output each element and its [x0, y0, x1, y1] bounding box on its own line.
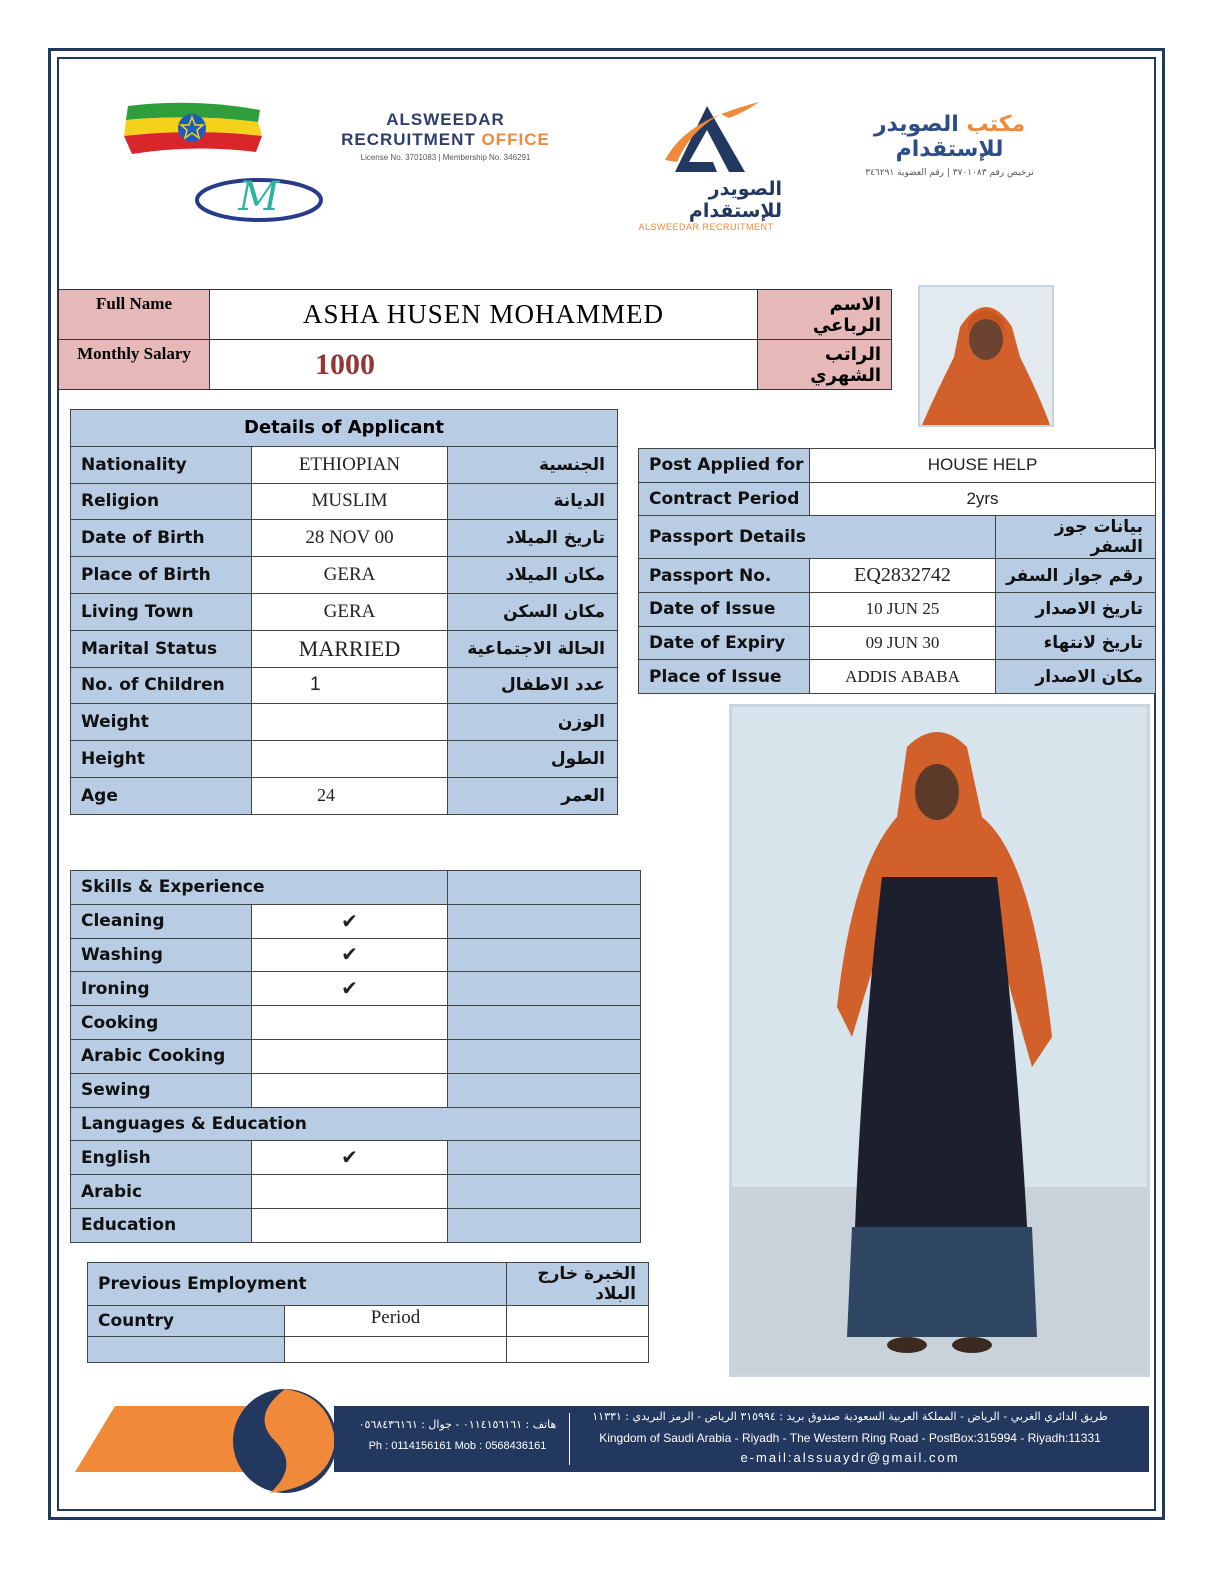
skill-extra — [448, 904, 641, 938]
issue-date-label-ar: تاريخ الاصدار — [996, 593, 1156, 627]
details-row — [71, 667, 618, 704]
nationality-label-ar: الجنسية — [448, 446, 618, 483]
contract-value: 2yrs — [810, 482, 1156, 516]
religion-label-ar: الديانة — [448, 483, 618, 520]
expiry-date-value: 09 JUN 30 — [810, 626, 996, 660]
full-name-label: Full Name — [59, 290, 210, 340]
details-row — [71, 446, 618, 483]
passport-no-label-ar: رقم جواز السفر — [996, 559, 1156, 593]
company-name-recruitment: RECRUITMENT — [341, 130, 482, 149]
skill-extra — [448, 1039, 641, 1073]
skills-title: Skills & Experience — [71, 871, 448, 905]
company-logo-en — [333, 110, 558, 162]
language-label: Education — [71, 1208, 252, 1242]
footer-address-ar: طريق الدائري الغربي - الرياض - المملكة العربية السعودية صندوق بريد : ٣١٥٩٩٤ الرياض - الرمز البريدي : ١١٣٣١ — [592, 1410, 1108, 1423]
dob-label-ar: تاريخ الميلاد — [448, 520, 618, 557]
passport-row — [639, 660, 1156, 694]
living-town-label-ar: مكان السكن — [448, 593, 618, 630]
language-extra — [448, 1208, 641, 1242]
languages-title: Languages & Education — [71, 1107, 641, 1141]
skill-extra — [448, 972, 641, 1006]
skill-label: Cleaning — [71, 904, 252, 938]
salary-value: 1000 — [210, 340, 758, 390]
language-row — [71, 1208, 641, 1242]
footer-phone: Ph : 0114156161 Mob : 0568436161 — [368, 1440, 547, 1452]
dob-label: Date of Birth — [71, 520, 252, 557]
office-arabic-logo — [822, 112, 1077, 178]
expiry-date-label-ar: تاريخ لانتهاء — [996, 626, 1156, 660]
weight-label-ar: الوزن — [448, 704, 618, 741]
skill-label: Arabic Cooking — [71, 1039, 252, 1073]
nationality-value: ETHIOPIAN — [252, 446, 448, 483]
place-of-issue-label: Place of Issue — [639, 660, 810, 694]
place-of-issue-label-ar: مكان الاصدار — [996, 660, 1156, 694]
skill-label: Ironing — [71, 972, 252, 1006]
age-label-ar: العمر — [448, 777, 618, 814]
license-line: License No. 3701083 | Membership No. 346291 — [360, 153, 531, 162]
details-row — [71, 593, 618, 630]
living-town-label: Living Town — [71, 593, 252, 630]
skill-check: ✔ — [252, 972, 448, 1006]
skill-check — [252, 1073, 448, 1107]
details-row — [71, 704, 618, 741]
language-extra — [448, 1175, 641, 1209]
alswee-logo — [618, 100, 794, 232]
skill-row — [71, 1006, 641, 1040]
previous-employment-table — [87, 1262, 649, 1363]
post-passport-table — [638, 448, 1156, 694]
post-value: HOUSE HELP — [810, 449, 1156, 483]
issue-date-label: Date of Issue — [639, 593, 810, 627]
children-label-ar: عدد الاطفال — [448, 667, 618, 704]
height-label-ar: الطول — [448, 741, 618, 778]
previous-title-ar: الخبرة خارج البلاد — [507, 1263, 649, 1306]
place-of-birth-label: Place of Birth — [71, 557, 252, 594]
language-check — [252, 1175, 448, 1209]
ethiopia-flag-logo — [124, 100, 264, 158]
religion-label: Religion — [71, 483, 252, 520]
place-of-issue-value: ADDIS ABABA — [810, 660, 996, 694]
details-row — [71, 483, 618, 520]
period-value — [285, 1337, 507, 1363]
salary-label: Monthly Salary — [59, 340, 210, 390]
full-name-value: ASHA HUSEN MOHAMMED — [210, 290, 758, 340]
skill-row — [71, 1039, 641, 1073]
office-arabic-name: الصويدر للإستقدام — [873, 112, 1004, 162]
issue-date-value: 10 JUN 25 — [810, 593, 996, 627]
svg-text:M: M — [238, 174, 280, 220]
language-check — [252, 1208, 448, 1242]
place-of-birth-value: GERA — [252, 557, 448, 594]
skill-label: Cooking — [71, 1006, 252, 1040]
passport-no-label: Passport No. — [639, 559, 810, 593]
weight-label: Weight — [71, 704, 252, 741]
skill-check — [252, 1006, 448, 1040]
footer-phone-ar: هاتف : ٠١١٤١٥٦١٦١ - جوال : ٠٥٦٨٤٣٦١٦١ — [358, 1418, 557, 1431]
country-value — [88, 1337, 285, 1363]
previous-title: Previous Employment — [88, 1263, 507, 1306]
details-table — [70, 409, 618, 815]
language-check: ✔ — [252, 1141, 448, 1175]
footer-separator — [569, 1413, 570, 1465]
language-extra — [448, 1141, 641, 1175]
passport-row — [639, 559, 1156, 593]
details-row — [71, 741, 618, 778]
details-row — [71, 557, 618, 594]
details-row — [71, 520, 618, 557]
skill-check: ✔ — [252, 904, 448, 938]
skill-label: Sewing — [71, 1073, 252, 1107]
skill-extra — [448, 938, 641, 972]
living-town-value: GERA — [252, 593, 448, 630]
full-name-label-ar: الاسم الرباعي — [758, 290, 892, 340]
office-arabic-license: ترخيص رقم ٣٧٠١٠٨٣ | رقم العضوية ٣٤٦٢٩١ — [865, 168, 1034, 178]
age-value: 24 — [252, 777, 448, 814]
skills-title-extra — [448, 871, 641, 905]
religion-value: MUSLIM — [252, 483, 448, 520]
skill-extra — [448, 1073, 641, 1107]
details-row — [71, 630, 618, 667]
skill-row — [71, 938, 641, 972]
passport-header-ar: بيانات جوز السفر — [996, 516, 1156, 559]
children-value: 1 — [252, 667, 448, 704]
weight-value — [252, 704, 448, 741]
m-logo — [193, 170, 325, 224]
passport-header: Passport Details — [639, 516, 996, 559]
skills-table — [70, 870, 641, 1243]
language-label: English — [71, 1141, 252, 1175]
contract-label: Contract Period — [639, 482, 810, 516]
nationality-label: Nationality — [71, 446, 252, 483]
language-label: Arabic — [71, 1175, 252, 1209]
expiry-date-label: Date of Expiry — [639, 626, 810, 660]
salary-label-ar: الراتب الشهري — [758, 340, 892, 390]
details-title: Details of Applicant — [71, 410, 618, 447]
footer-address: Kingdom of Saudi Arabia - Riyadh - The Western Ring Road - PostBox:315994 - Riyadh:11331 — [599, 1431, 1101, 1445]
previous-extra — [507, 1306, 649, 1337]
passport-no-value: EQ2832742 — [810, 559, 996, 593]
language-row — [71, 1175, 641, 1209]
post-label: Post Applied for — [639, 449, 810, 483]
company-name-line2 — [333, 130, 558, 150]
name-salary-table — [58, 289, 892, 390]
marital-status-label: Marital Status — [71, 630, 252, 667]
applicant-photo-full — [729, 704, 1150, 1377]
dob-value: 28 NOV 00 — [252, 520, 448, 557]
skill-check — [252, 1039, 448, 1073]
office-arabic-maktab: مكتب — [958, 112, 1026, 137]
skill-check: ✔ — [252, 938, 448, 972]
previous-extra-value — [507, 1337, 649, 1363]
height-label: Height — [71, 741, 252, 778]
company-name-line1: ALSWEEDAR — [386, 110, 505, 129]
company-name-office: OFFICE — [481, 130, 550, 149]
place-of-birth-label-ar: مكان الميلاد — [448, 557, 618, 594]
applicant-photo-small — [918, 285, 1054, 427]
height-value — [252, 741, 448, 778]
logo-arabic-name: الصويدر للإستقدام — [688, 178, 782, 222]
passport-row — [639, 593, 1156, 627]
passport-row — [639, 626, 1156, 660]
skill-extra — [448, 1006, 641, 1040]
period-label: Period — [285, 1306, 507, 1337]
age-label: Age — [71, 777, 252, 814]
skill-row — [71, 1073, 641, 1107]
country-label: Country — [88, 1306, 285, 1337]
marital-status-value: MARRIED — [252, 630, 448, 667]
logo-english-name: ALSWEEDAR RECRUITMENT — [638, 222, 774, 232]
a-letter-icon — [651, 100, 761, 178]
skill-row — [71, 904, 641, 938]
skill-label: Washing — [71, 938, 252, 972]
language-row — [71, 1141, 641, 1175]
details-row — [71, 777, 618, 814]
children-label: No. of Children — [71, 667, 252, 704]
office-arabic-title — [822, 112, 1077, 162]
skill-row — [71, 972, 641, 1006]
footer-logo-circle — [230, 1386, 340, 1496]
marital-status-label-ar: الحالة الاجتماعية — [448, 630, 618, 667]
footer-email: e-mail:alssuaydr@gmail.com — [740, 1450, 960, 1465]
